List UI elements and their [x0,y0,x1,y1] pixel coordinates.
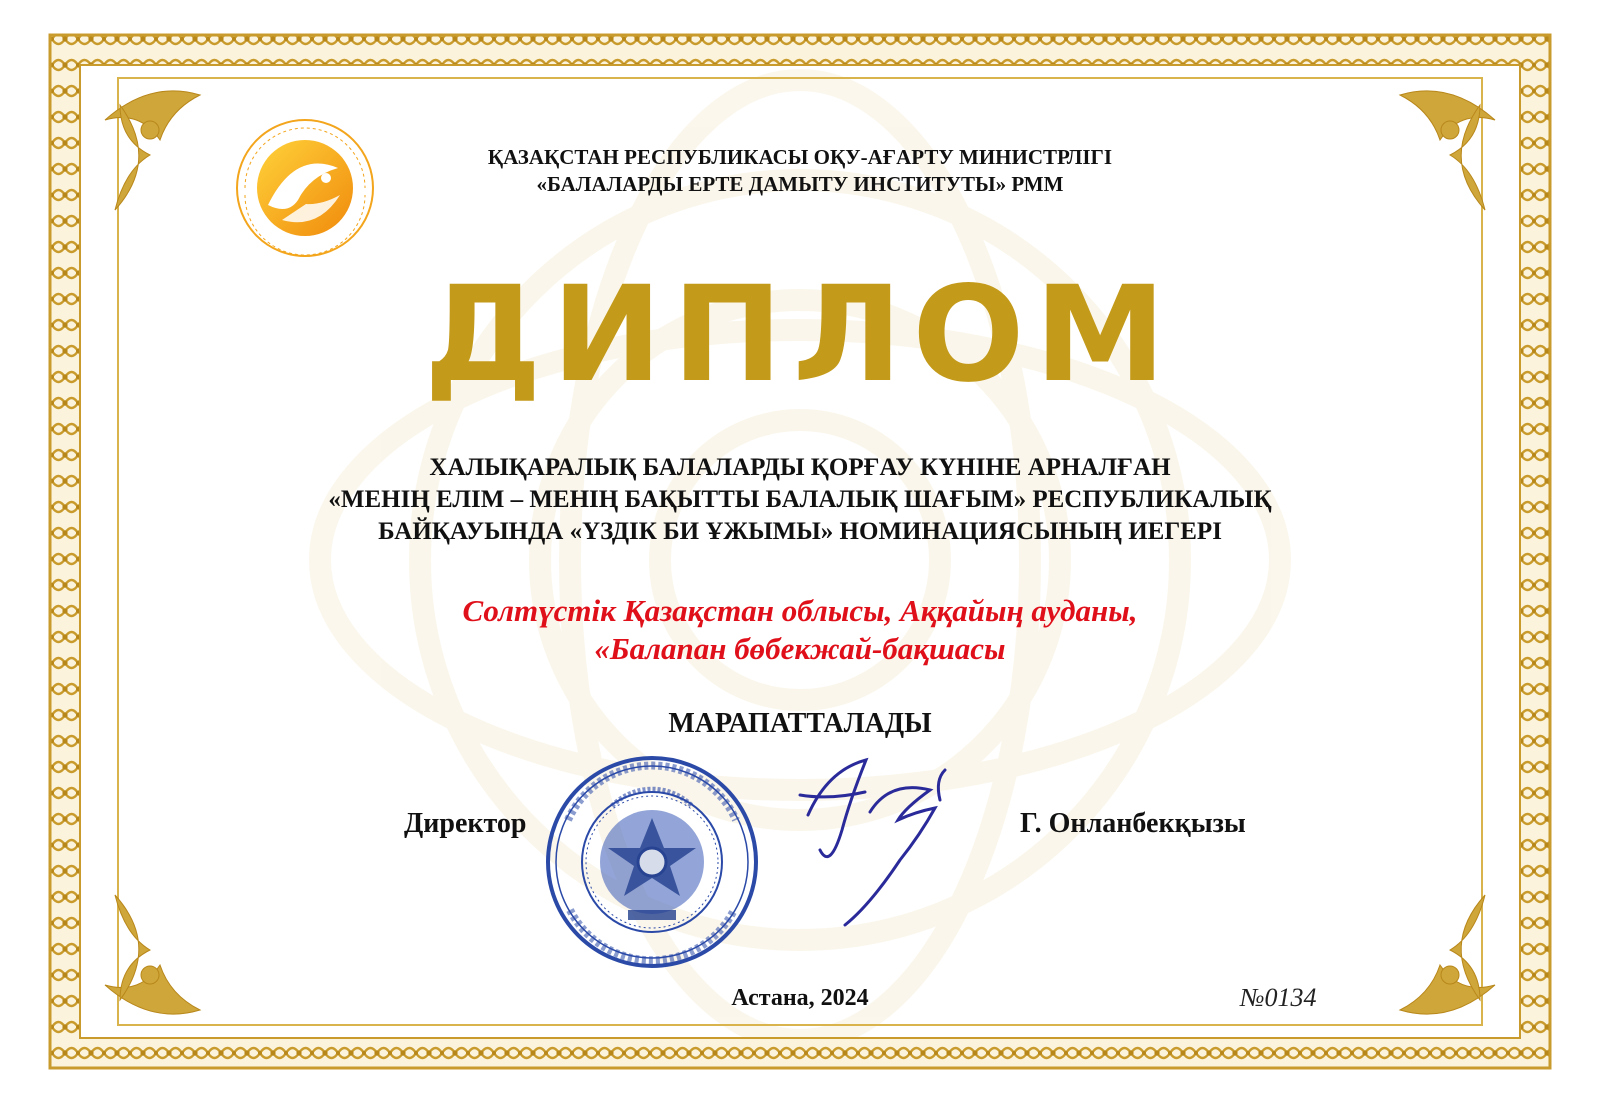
recipient [300,592,1300,668]
city-year: Астана, 2024 [731,985,869,1011]
diploma-title: ДИПЛОМ [424,258,1176,412]
institute-logo [237,120,373,256]
corner-ornament-bottom-left [105,895,200,1014]
description-line-3: БАЙҚАУЫНДА «ҮЗДІК БИ ҰЖЫМЫ» НОМИНАЦИЯСЫНЫҢ ИЕГЕРІ [378,518,1222,545]
corner-ornament-top-right [1400,91,1495,210]
recipient-line-2: «Балапан бөбекжай-бақшасы [594,631,1006,666]
institute-name: «БАЛАЛАРДЫ ЕРТЕ ДАМЫТУ ИНСТИТУТЫ» РММ [536,172,1064,196]
ministry-header [440,144,1160,198]
award-description [250,452,1350,548]
ministry-name: ҚАЗАҚСТАН РЕСПУБЛИКАСЫ ОҚУ-АҒАРТУ МИНИСТРЛІГІ [487,145,1113,169]
corner-ornament-top-left [105,91,200,210]
description-line-1: ХАЛЫҚАРАЛЫҚ БАЛАЛАРДЫ ҚОРҒАУ КҮНІНЕ АРНАЛҒАН [429,454,1171,481]
description-line-2: «МЕНІҢ ЕЛІМ – МЕНІҢ БАҚЫТТЫ БАЛАЛЫҚ ШАҒЫМ» РЕСПУБЛИКАЛЫҚ [328,486,1272,513]
signatory-role: Директор [404,808,527,839]
corner-ornament-bottom-right [1400,895,1495,1014]
awarded-label: МАРАПАТТАЛАДЫ [668,708,932,739]
diploma-number: №0134 [1240,983,1317,1012]
recipient-line-1: Солтүстік Қазақстан облысы, Аққайың ауданы, [462,593,1138,628]
watermark-ornament [320,80,1280,1040]
signatory-name: Г. Онланбекқызы [1020,808,1246,839]
